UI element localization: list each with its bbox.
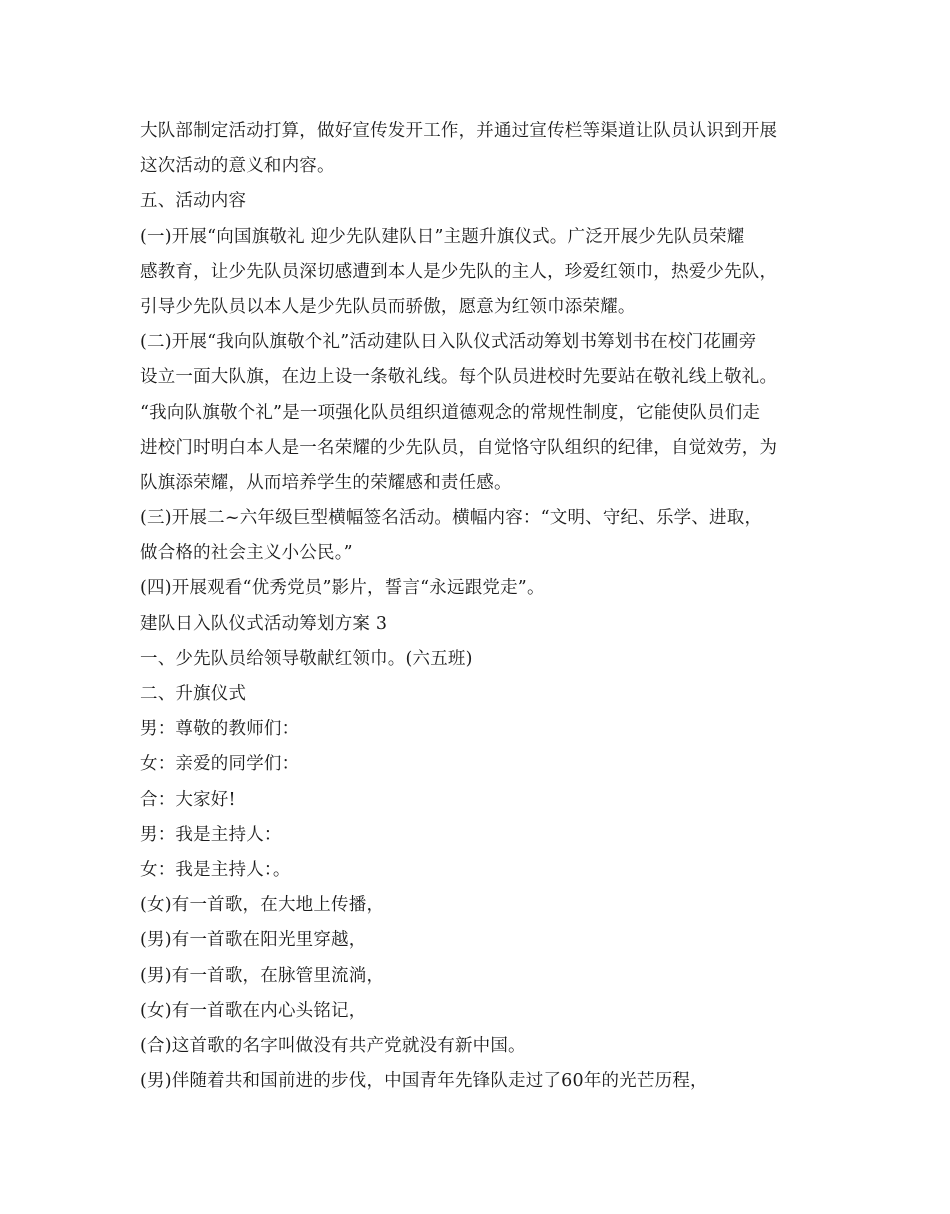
dialogue-line: 女：亲爱的同学们：: [140, 754, 300, 775]
paragraph-line: (三)开展二~六年级巨型横幅签名活动。横幅内容：“文明、守纪、乐学、进取，: [140, 508, 763, 529]
dialogue-line: (女)有一首歌在内心头铭记，: [140, 1000, 367, 1021]
paragraph-line: 做合格的社会主义小公民。”: [140, 543, 353, 564]
paragraph-line: 设立一面大队旗，在边上设一条敬礼线。每个队员进校时先要站在敬礼线上敬礼。: [140, 367, 778, 388]
dialogue-line: (男)有一首歌在阳光里穿越，: [140, 930, 367, 951]
paragraph-line: (一)开展“向国旗敬礼 迎少先队建队日”主题升旗仪式。广泛开展少先队员荣耀: [140, 226, 745, 247]
paragraph-line: 这次活动的意义和内容。: [140, 156, 335, 177]
section-heading: 五、活动内容: [140, 191, 247, 212]
paragraph-line: 一、少先队员给领导敬献红领巾。(六五班): [140, 648, 473, 669]
paragraph-line: 队旗添荣耀，从而培养学生的荣耀感和责任感。: [140, 472, 512, 493]
dialogue-line: 男：尊敬的教师们：: [140, 719, 300, 740]
dialogue-line: (男)有一首歌，在脉管里流淌，: [140, 965, 385, 986]
paragraph-line: 进校门时明白本人是一名荣耀的少先队员，自觉恪守队组织的纪律，自觉效劳，为: [140, 437, 778, 458]
dialogue-line: 合：大家好!: [140, 789, 236, 810]
paragraph-line: 感教育，让少先队员深切感遭到本人是少先队的主人，珍爱红领巾，热爱少先队，: [140, 261, 778, 282]
section-heading: 建队日入队仪式活动筹划方案 3: [140, 613, 388, 634]
paragraph-line: 引导少先队员以本人是少先队员而骄傲，愿意为红领巾添荣耀。: [140, 296, 636, 317]
dialogue-line: 男：我是主持人：: [140, 824, 282, 845]
dialogue-line: 女：我是主持人：。: [140, 859, 291, 880]
dialogue-line: (合)这首歌的名字叫做没有共产党就没有新中国。: [140, 1035, 526, 1056]
paragraph-line: 大队部制定活动打算，做好宣传发开工作，并通过宣传栏等渠道让队员认识到开展: [140, 121, 778, 141]
paragraph-line: “我向队旗敬个礼”是一项强化队员组织道德观念的常规性制度，它能使队员们走: [140, 402, 761, 423]
dialogue-line: (男)伴随着共和国前进的步伐，中国青年先锋队走过了60年的光芒历程，: [140, 1071, 708, 1092]
dialogue-line: (女)有一首歌，在大地上传播，: [140, 895, 385, 916]
paragraph-line: (二)开展“我向队旗敬个礼”活动建队日入队仪式活动筹划书筹划书在校门花圃旁: [140, 332, 757, 353]
paragraph-line: (四)开展观看“优秀党员”影片，誓言“永远跟党走”。: [140, 578, 545, 599]
document-body: [140, 114, 820, 1099]
section-heading: 二、升旗仪式: [140, 684, 247, 704]
